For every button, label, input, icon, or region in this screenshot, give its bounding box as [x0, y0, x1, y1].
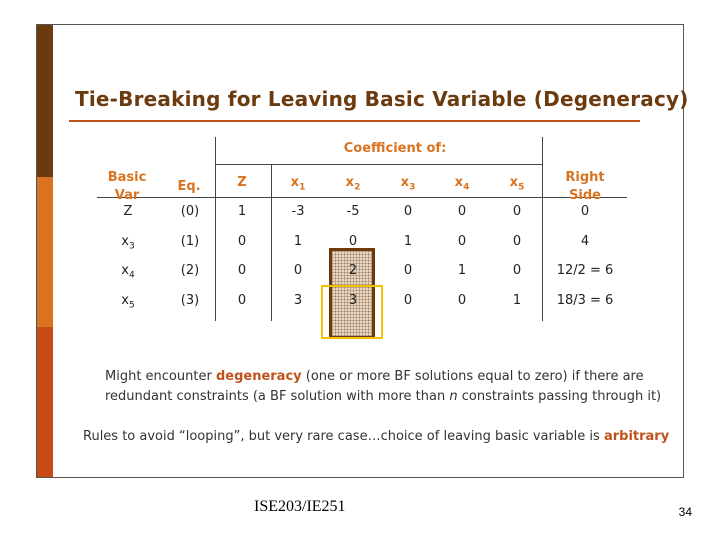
row-x4: 1 [457, 263, 467, 278]
row-x3: 0 [403, 293, 413, 308]
row-var: $x_3$ [121, 234, 135, 252]
looping-paragraph: Rules to avoid “looping”, but very rare case…choice of leaving basic variable is arbitrary [83, 429, 670, 444]
x4-header: $x_4$ [454, 175, 470, 193]
right-side-header: Right Side [565, 170, 605, 203]
row-x4: 0 [457, 293, 467, 308]
row-x2: 0 [348, 234, 358, 249]
degeneracy-paragraph: Might encounter degeneracy (one or more BF solutions equal to zero) if there are redundant constraints (a BF solution with more than n constraints passing through it) [105, 369, 662, 404]
row-x1: 3 [293, 293, 303, 308]
eq-header: Eq. [177, 179, 201, 194]
x5-header: $x_5$ [509, 175, 525, 193]
basic-var-header: Basic Var [107, 170, 147, 203]
row-rhs: 12/2 = 6 [556, 263, 614, 278]
x3-header: $x_3$ [400, 175, 416, 193]
row-x4: 0 [457, 234, 467, 249]
row-z: 0 [237, 263, 247, 278]
row-x2: -5 [346, 204, 360, 219]
row-x5: 1 [512, 293, 522, 308]
row-x3: 0 [403, 263, 413, 278]
row-var: $x_4$ [121, 263, 135, 281]
course-footer: ISE203/IE251 [254, 498, 346, 515]
row-var: Z [123, 204, 133, 219]
page-number: 34 [678, 505, 692, 519]
divider-z-x1 [271, 165, 272, 321]
row-eq: (2) [180, 263, 200, 278]
row-rhs: 4 [580, 234, 590, 249]
simplex-tableau [97, 137, 627, 321]
row-x4: 0 [457, 204, 467, 219]
x1-header: $x_1$ [290, 175, 306, 193]
row-rhs: 18/3 = 6 [556, 293, 614, 308]
row-z: 0 [237, 293, 247, 308]
row-var: $x_5$ [121, 293, 135, 311]
title-underline [69, 120, 640, 122]
side-bar-dark [37, 25, 53, 177]
row-z: 0 [237, 234, 247, 249]
row-rhs: 0 [580, 204, 590, 219]
divider-rhs [542, 137, 543, 321]
slide [36, 24, 689, 478]
group-underline [215, 164, 542, 165]
row-x5: 0 [512, 204, 522, 219]
side-bar-red [37, 327, 53, 477]
row-x3: 1 [403, 234, 413, 249]
row-x1: 0 [293, 263, 303, 278]
row-x5: 0 [512, 234, 522, 249]
row-eq: (0) [180, 204, 200, 219]
row-z: 1 [237, 204, 247, 219]
row-eq: (1) [180, 234, 200, 249]
row-eq: (3) [180, 293, 200, 308]
side-bar-orange [37, 177, 53, 327]
row-x2: 2 [348, 263, 358, 278]
coefficient-of-header: Coefficient of: [343, 141, 447, 156]
row-x1: 1 [293, 234, 303, 249]
x2-header: $x_2$ [345, 175, 361, 193]
row-x3: 0 [403, 204, 413, 219]
row-x1: -3 [291, 204, 305, 219]
row-x5: 0 [512, 263, 522, 278]
z-header: Z [237, 175, 247, 190]
slide-title: Tie-Breaking for Leaving Basic Variable (Degeneracy) [75, 87, 689, 111]
row-x2: 3 [348, 293, 358, 308]
